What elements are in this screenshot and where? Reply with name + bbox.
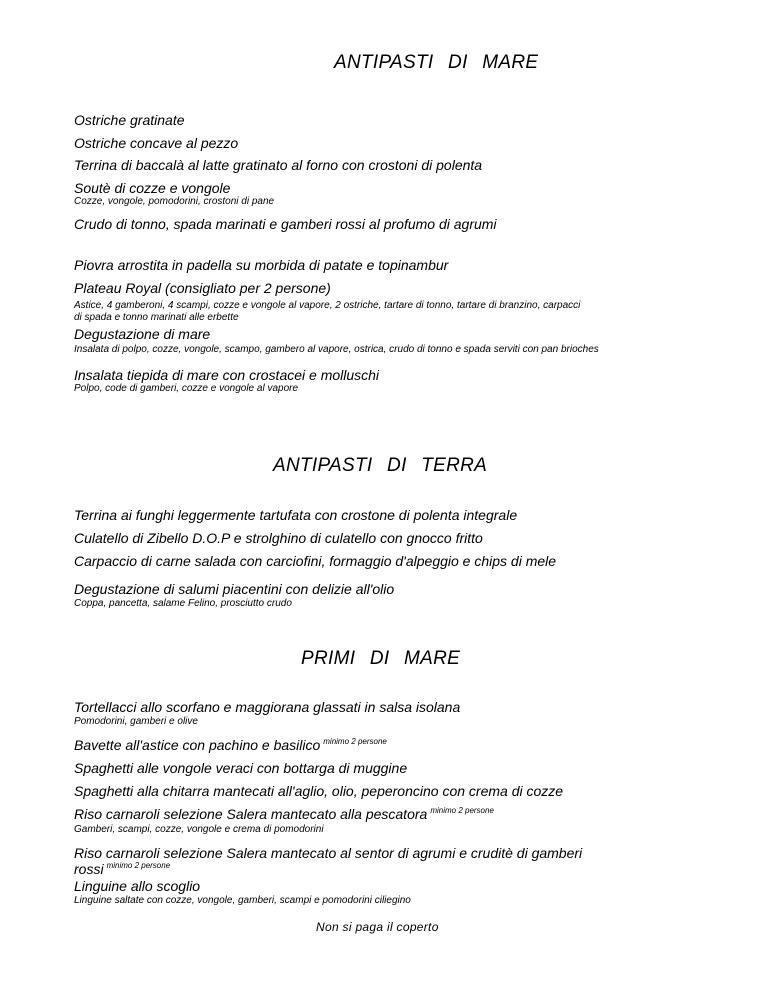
dish-riso-agrumi-cont [74,861,170,877]
section-title-primi-mare: PRIMI DI MARE [301,648,461,669]
dish-description: Coppa, pancetta, salame Felino, prosciutto crudo [74,598,292,609]
dish-name: Bavette all'astice con pachino e basilico [74,737,321,753]
dish-riso-pescatora [74,806,494,822]
dish-riso-agrumi: Riso carnaroli selezione Salera mantecato al sentor di agrumi e cruditè di gamberi [74,845,583,861]
dish-degustazione-salumi: Degustazione di salumi piacentini con delizie all'olio [74,581,395,597]
minimum-note: minimo 2 persone [430,806,494,815]
dish-insalata-tiepida: Insalata tiepida di mare con crostacei e molluschi [74,367,380,383]
dish-degustazione-mare: Degustazione di mare [74,326,211,342]
dish-name: rossi [74,861,104,877]
dish-culatello-zibello: Culatello di Zibello D.O.P e strolghino di culatello con gnocco fritto [74,530,483,546]
dish-tortellacci-scorfano: Tortellacci allo scorfano e maggiorana glassati in salsa isolana [74,699,461,715]
dish-terrina-funghi: Terrina ai funghi leggermente tartufata con crostone di polenta integrale [74,507,518,523]
dish-carpaccio-carne: Carpaccio di carne salada con carciofini, formaggio d'alpeggio e chips di mele [74,553,557,569]
dish-spaghetti-vongole: Spaghetti alle vongole veraci con bottarga di muggine [74,760,408,776]
dish-piovra-arrostita: Piovra arrostita in padella su morbida di patate e topinambur [74,257,449,273]
dish-bavette-astice [74,737,387,753]
minimum-note: minimo 2 persone [323,737,387,746]
dish-description: Insalata di polpo, cozze, vongole, scampo, gambero al vapore, ostrica, crudo di tonno e spada serviti con pan brioches [74,344,599,355]
dish-description: Gamberi, scampi, cozze, vongole e crema di pomodorini [74,824,324,835]
dish-ostriche-gratinate: Ostriche gratinate [74,112,185,128]
dish-spaghetti-chitarra: Spaghetti alla chitarra mantecati all'aglio, olio, peperoncino con crema di cozze [74,783,564,799]
dish-crudo-tonno: Crudo di tonno, spada marinati e gamberi rossi al profumo di agrumi [74,216,497,232]
dish-description: Pomodorini, gamberi e olive [74,716,198,727]
dish-description: Polpo, code di gamberi, cozze e vongole al vapore [74,383,299,394]
dish-description: di spada e tonno marinati alle erbette [74,312,239,323]
dish-soute-cozze: Soutè di cozze e vongole [74,180,231,196]
footer-note: Non si paga il coperto [316,920,439,934]
dish-description: Astice, 4 gamberoni, 4 scampi, cozze e vongole al vapore, 2 ostriche, tartare di tonno, tartare di branzino, carpacci [74,300,581,311]
section-title-antipasti-mare: ANTIPASTI DI MARE [334,52,539,73]
dish-description: Cozze, vongole, pomodorini, crostoni di pane [74,196,275,207]
dish-description: Linguine saltate con cozze, vongole, gamberi, scampi e pomodorini ciliegino [74,895,411,906]
dish-terrina-baccala: Terrina di baccalà al latte gratinato al forno con crostoni di polenta [74,157,483,173]
minimum-note: minimo 2 persone [106,861,171,870]
dish-name: Riso carnaroli selezione Salera mantecato alla pescatora [74,806,428,822]
dish-plateau-royal: Plateau Royal (consigliato per 2 persone) [74,280,331,296]
dish-linguine-scoglio: Linguine allo scoglio [74,878,201,894]
section-title-antipasti-terra: ANTIPASTI DI TERRA [273,455,488,476]
dish-ostriche-concave: Ostriche concave al pezzo [74,135,239,151]
